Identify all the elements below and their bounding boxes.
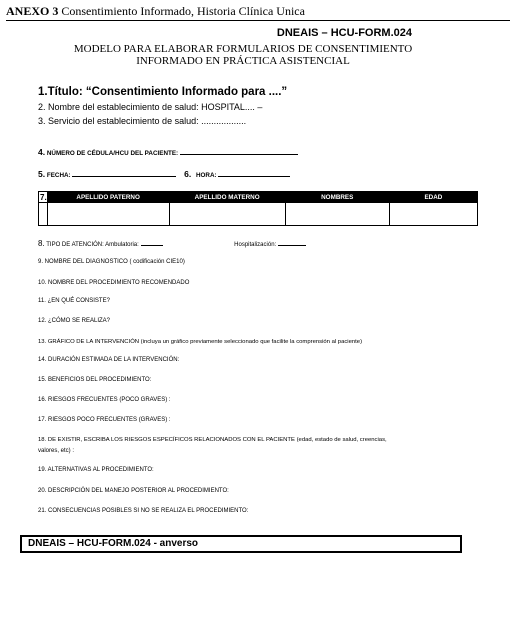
list-item: 14. DURACIÓN ESTIMADA DE LA INTERVENCIÓN: [38,357,180,363]
header-apellido-paterno: APELLIDO PATERNO [47,192,169,203]
model-title-line1: MODELO PARA ELABORAR FORMULARIOS DE CONSENTIMIENTO [73,43,413,55]
hospitalization-line[interactable] [278,239,306,246]
cell-apellido-materno[interactable] [169,203,285,226]
list-item: 19. ALTERNATIVAS AL PROCEDIMIENTO: [38,467,154,473]
list-item: 17. RIESGOS POCO FRECUENTES (GRAVES) : [38,417,171,423]
attention-num: 8. [38,239,45,248]
field-service: 3. Servicio del establecimiento de salud: .................. [38,116,247,126]
table-num: 7. [40,192,47,202]
table-row [39,203,478,226]
id-number-line[interactable] [180,147,298,155]
list-item: 12. ¿CÓMO SE REALIZA? [38,318,111,324]
cell-nombres[interactable] [285,203,389,226]
annex-text: Consentimiento Informado, Historia Clínica Unica [61,4,305,18]
field-date-label: FECHA: [46,172,71,179]
patient-names-table [38,191,478,226]
annex-label: ANEXO 3 [6,4,59,18]
table-cell-blank [39,203,48,226]
header-apellido-materno: APELLIDO MATERNO [169,192,285,203]
form-code: DNEAIS – HCU-FORM.024 [276,27,412,39]
cell-apellido-paterno[interactable] [47,203,169,226]
field-attention-type [38,239,306,248]
model-title-line2: INFORMADO EN PRÁCTICA ASISTENCIAL [136,55,350,67]
list-item: 15. BENEFICIOS DEL PROCEDIMIENTO: [38,377,152,383]
list-item: 13. GRÁFICO DE LA INTERVENCIÓN (incluya un gráfico previamente seleccionado que facilite la comprensión al paciente) [38,339,363,345]
field-time-label: HORA: [195,172,217,179]
header-edad: EDAD [389,192,477,203]
model-title [20,43,466,67]
field-title: 1.Título: “Consentimiento Informado para ....” [38,86,288,98]
field-date-time [38,169,290,179]
field-id-number-label: NÚMERO DE CÉDULA/HCU DEL PACIENTE: [46,150,179,157]
footer-form-code: DNEAIS – HCU-FORM.024 - anverso [20,535,462,553]
list-item: 11. ¿EN QUÉ CONSISTE? [38,298,110,304]
table-header-row [39,192,478,203]
cell-edad[interactable] [389,203,477,226]
field-id-number [38,147,298,157]
field-id-number-num: 4. [38,147,46,157]
list-item: 18. DE EXISTIR, ESCRIBA LOS RIESGOS ESPECÍFICOS RELACIONADOS CON EL PACIENTE (edad, estado de salud, creencias, [38,437,387,443]
list-item: 21. CONSECUENCIAS POSIBLES SI NO SE REALIZA EL PROCEDIMIENTO: [38,508,249,514]
field-establishment: 2. Nombre del establecimiento de salud: HOSPITAL.... – [38,102,263,112]
date-line[interactable] [72,169,176,177]
list-item: valores, etc) : [38,448,75,454]
list-item: 16. RIESGOS FRECUENTES (POCO GRAVES) : [38,397,171,403]
time-line[interactable] [218,169,290,177]
ambulatory-line[interactable] [141,239,163,246]
annex-header [6,4,510,21]
attention-label: TIPO DE ATENCIÓN: Ambulatoria: [46,242,139,248]
field-date-num: 5. [38,169,46,179]
header-nombres: NOMBRES [285,192,389,203]
field-time-num: 6. [184,169,192,179]
list-item: 20. DESCRIPCIÓN DEL MANEJO POSTERIOR AL PROCEDIMIENTO: [38,488,229,494]
list-item: 9. NOMBRE DEL DIAGNOSTICO ( codificación CIE10) [38,259,185,265]
attention-hosp: Hospitalización: [234,242,277,248]
list-item: 10. NOMBRE DEL PROCEDIMIENTO RECOMENDADO [38,280,190,286]
